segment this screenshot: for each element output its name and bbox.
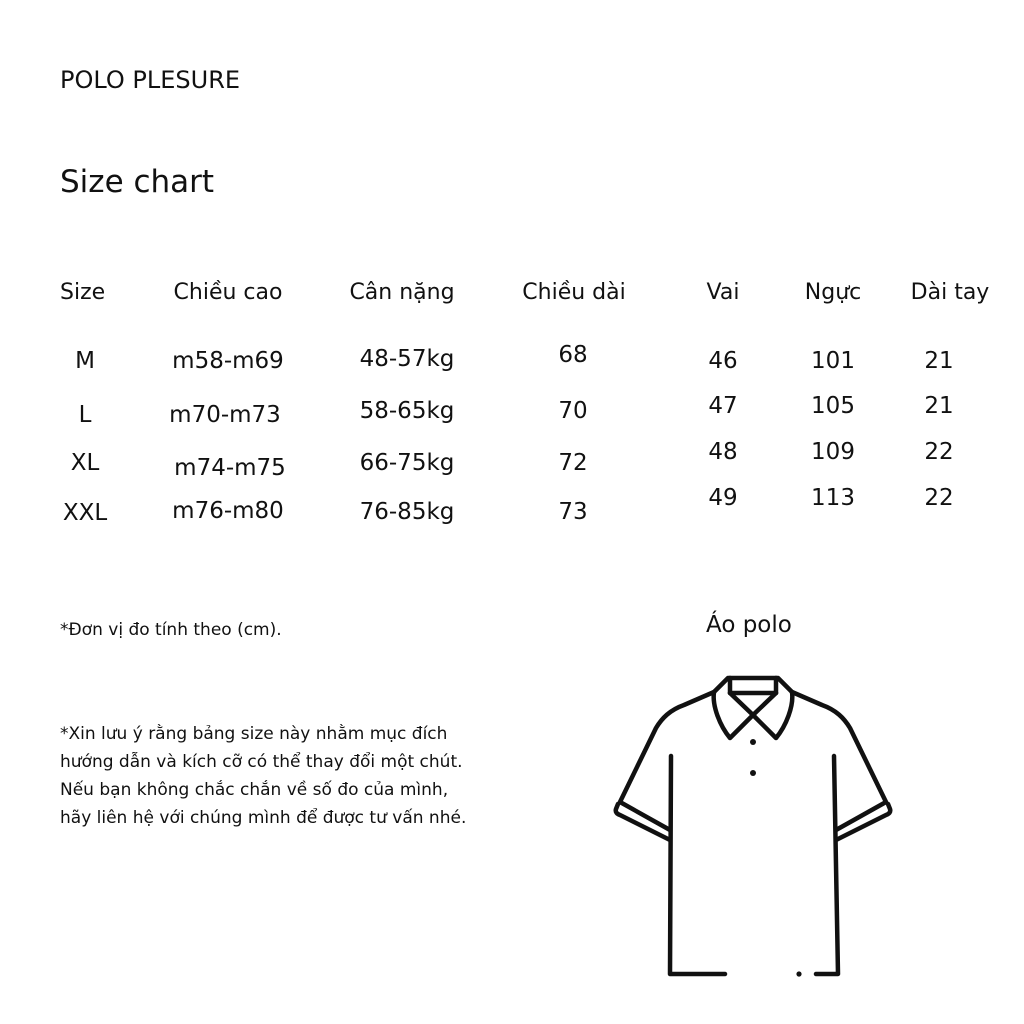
table-cell-shoulder: 49 xyxy=(708,485,738,511)
table-cell-length: 72 xyxy=(558,450,588,476)
table-cell-weight: 58-65kg xyxy=(359,398,455,424)
header-length: Chiều dài xyxy=(522,280,626,305)
header-chest: Ngực xyxy=(804,280,862,305)
disclaimer-line: Nếu bạn không chắc chắn về số đo của mình, xyxy=(60,780,449,800)
table-cell-height: m58-m69 xyxy=(172,348,284,374)
table-cell-length: 73 xyxy=(558,499,588,525)
table-cell-weight: 76-85kg xyxy=(359,499,455,525)
table-cell-sleeve: 21 xyxy=(924,348,954,374)
table-cell-shoulder: 46 xyxy=(708,348,738,374)
table-cell-chest: 113 xyxy=(811,485,855,511)
table-cell-weight: 48-57kg xyxy=(359,346,455,372)
header-shoulder: Vai xyxy=(706,280,740,305)
header-height: Chiều cao xyxy=(173,280,283,305)
disclaimer-line: hãy liên hệ với chúng mình để được tư vấn nhé. xyxy=(60,808,467,828)
table-cell-size: M xyxy=(75,348,95,374)
shirt-label: Áo polo xyxy=(706,612,792,638)
table-cell-chest: 109 xyxy=(811,439,855,465)
table-cell-shoulder: 48 xyxy=(708,439,738,465)
header-weight: Cân nặng xyxy=(349,280,455,305)
brand-name: POLO PLESURE xyxy=(60,66,241,94)
table-cell-length: 70 xyxy=(558,398,588,424)
table-cell-sleeve: 21 xyxy=(924,393,954,419)
table-cell-size: XL xyxy=(70,450,100,476)
table-cell-size: L xyxy=(78,402,92,428)
table-cell-height: m74-m75 xyxy=(174,455,286,481)
header-size: Size xyxy=(60,280,106,305)
table-cell-size: XXL xyxy=(62,500,108,526)
disclaimer-line: *Xin lưu ý rằng bảng size này nhằm mục đích xyxy=(60,724,448,744)
table-cell-sleeve: 22 xyxy=(924,439,954,465)
polo-shirt-icon xyxy=(612,672,902,982)
page-title: Size chart xyxy=(60,164,215,200)
table-cell-weight: 66-75kg xyxy=(359,450,455,476)
table-cell-sleeve: 22 xyxy=(924,485,954,511)
header-sleeve: Dài tay xyxy=(910,280,990,305)
table-cell-chest: 105 xyxy=(811,393,855,419)
unit-note: *Đơn vị đo tính theo (cm). xyxy=(60,620,282,640)
table-cell-height: m70-m73 xyxy=(169,402,281,428)
table-cell-shoulder: 47 xyxy=(708,393,738,419)
table-cell-chest: 101 xyxy=(811,348,855,374)
disclaimer-note xyxy=(60,720,466,832)
table-cell-length: 68 xyxy=(558,342,588,368)
table-cell-height: m76-m80 xyxy=(172,498,284,524)
disclaimer-line: hướng dẫn và kích cỡ có thể thay đổi một chút. xyxy=(60,752,463,772)
